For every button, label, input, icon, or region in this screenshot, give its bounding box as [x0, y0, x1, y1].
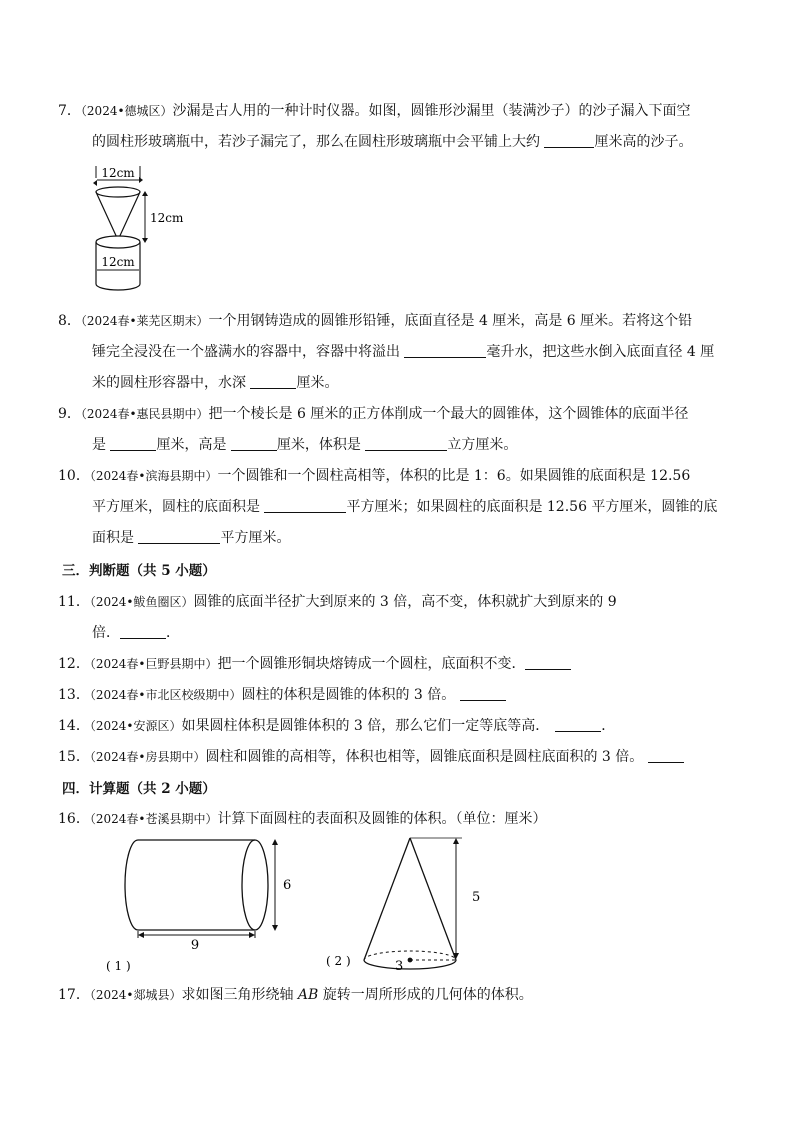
hourglass-figure: [88, 162, 198, 296]
q9-blank-height[interactable]: [231, 436, 277, 451]
q15-text: 圆柱和圆锥的高相等，体积也相等，圆锥底面积是圆柱底面积的 3 倍。: [205, 749, 648, 765]
q13-number: 13．: [58, 687, 90, 703]
q9-text2a: 是: [92, 437, 111, 453]
q11-line2: [92, 623, 180, 643]
q13-answer-blank[interactable]: [460, 686, 506, 701]
q7-text2a: 的圆柱形玻璃瓶中，若沙子漏完了，那么在圆柱形玻璃瓶中会平铺上大约: [92, 134, 545, 150]
q8-number: 8．: [58, 313, 81, 329]
q11-number: 11．: [58, 594, 90, 610]
cylinder-figure: [88, 832, 308, 980]
q8-blank-1[interactable]: [404, 343, 486, 358]
q7-line1: [58, 101, 691, 121]
q12-number: 12．: [58, 656, 90, 672]
q9-line1: [58, 404, 688, 424]
q9-blank-volume[interactable]: [365, 436, 447, 451]
q10-text2a: 平方厘米，圆柱的底面积是: [92, 499, 265, 515]
q7-text2b: 厘米高的沙子。: [594, 134, 693, 150]
q8-text1: 一个用钢铸造成的圆锥形铅锤，底面直径是 4 厘米，高是 6 厘米。若将这个铅: [208, 313, 693, 329]
q16-text: 计算下面圆柱的表面积及圆锥的体积。（单位：厘米）: [217, 811, 547, 827]
q8-blank-2[interactable]: [250, 374, 296, 389]
q8-source: （2024春•莱芜区期末）: [80, 314, 209, 328]
q8-text3b: 厘米。: [296, 375, 339, 391]
q13-text: 圆柱的体积是圆锥的体积的 3 倍。: [241, 687, 460, 703]
q7-line2: [92, 132, 692, 152]
q14-line: [58, 716, 615, 736]
figure-1-label: ( 1 ): [106, 959, 131, 973]
q11-text1: 圆锥的底面半径扩大到原来的 3 倍，高不变，体积就扩大到原来的 9: [193, 594, 617, 610]
q8-text2a: 锤完全浸没在一个盛满水的容器中，容器中将溢出: [92, 344, 405, 360]
q10-line1: [58, 466, 690, 486]
q15-source: （2024春•房县期中）: [89, 750, 206, 764]
q13-source: （2024春•市北区校级期中）: [89, 688, 242, 702]
q14-number: 14．: [58, 718, 90, 734]
q12-line: [58, 654, 571, 674]
q11-answer-blank[interactable]: [120, 624, 166, 639]
q10-blank-2[interactable]: [138, 529, 220, 544]
cone-figure: [322, 832, 492, 980]
q14-source: （2024•安源区）: [89, 719, 182, 733]
q17-source: （2024•郯城县）: [89, 988, 182, 1002]
q15-line: [58, 747, 684, 767]
q8-line2: [92, 342, 714, 362]
q8-text3a: 米的圆柱形容器中，水深: [92, 375, 251, 391]
q17-number: 17．: [58, 987, 90, 1003]
q7-source: （2024•德城区）: [80, 104, 173, 118]
figure-2-label: ( 2 ): [326, 954, 351, 968]
q11-text2b: ．: [166, 625, 180, 641]
q9-source: （2024春•惠民县期中）: [80, 407, 209, 421]
q11-source: （2024•鲅鱼圈区）: [89, 595, 194, 609]
q9-text2d: 立方厘米。: [447, 437, 518, 453]
q17-text-b: 旋转一周所形成的几何体的体积。: [318, 987, 533, 1003]
q9-text1: 把一个棱长是 6 厘米的正方体削成一个最大的圆锥体，这个圆锥体的底面半径: [208, 406, 689, 422]
q8-line1: [58, 311, 692, 331]
q10-text3a: 面积是: [92, 530, 139, 546]
q14-text: 如果圆柱体积是圆锥体积的 3 倍，那么它们一定等底等高．: [181, 718, 550, 734]
cylinder-length-label: 9: [190, 938, 200, 953]
q9-text2b: 厘米，高是: [156, 437, 231, 453]
section-3-heading: 三．判断题（共 5 小题）: [62, 563, 216, 579]
q10-line2: [92, 497, 717, 517]
q12-answer-blank[interactable]: [525, 655, 571, 670]
q16-number: 16．: [58, 811, 90, 827]
q9-number: 9．: [58, 406, 81, 422]
q17-text-a: 求如图三角形绕轴: [181, 987, 298, 1003]
q13-line: [58, 685, 506, 705]
cone-radius-label: 3: [395, 959, 404, 974]
hourglass-bottom-label: 12cm: [101, 255, 135, 269]
q16-line: [58, 809, 546, 829]
q7-answer-blank[interactable]: [544, 133, 594, 148]
q10-line3: [92, 528, 290, 548]
q14-answer-blank[interactable]: [555, 717, 601, 732]
q9-text2c: 厘米，体积是: [276, 437, 366, 453]
q10-source: （2024春•滨海县期中）: [89, 469, 218, 483]
q7-number: 7．: [58, 103, 81, 119]
q11-text2a: 倍．: [92, 625, 120, 641]
q10-blank-1[interactable]: [264, 498, 346, 513]
q8-text2b: 毫升水，把这些水倒入底面直径 4 厘: [486, 344, 715, 360]
q11-line1: [58, 592, 617, 612]
q12-text: 把一个圆锥形铜块熔铸成一个圆柱，底面积不变．: [217, 656, 526, 672]
q12-source: （2024春•巨野县期中）: [89, 657, 218, 671]
q15-number: 15．: [58, 749, 90, 765]
q17-axis: AB: [297, 987, 319, 1003]
q8-line3: [92, 373, 338, 393]
cylinder-diameter-label: 6: [283, 878, 292, 893]
q16-source: （2024春•苍溪县期中）: [89, 812, 218, 826]
q10-text3b: 平方厘米。: [220, 530, 291, 546]
q17-line: [58, 985, 533, 1005]
hourglass-top-label: 12cm: [101, 166, 135, 180]
q7-text1: 沙漏是古人用的一种计时仪器。如图，圆锥形沙漏里（装满沙子）的沙子漏入下面空: [172, 103, 691, 119]
q10-number: 10．: [58, 468, 90, 484]
q10-text1: 一个圆锥和一个圆柱高相等，体积的比是 1：6。如果圆锥的底面积是 12.56: [217, 468, 691, 484]
q15-answer-blank[interactable]: [648, 748, 684, 763]
q10-text2b: 平方厘米；如果圆柱的底面积是 12.56 平方厘米，圆锥的底: [346, 499, 718, 515]
q9-blank-radius[interactable]: [110, 436, 156, 451]
hourglass-height-label: 12cm: [150, 211, 184, 225]
q9-line2: [92, 435, 517, 455]
cone-height-label: 5: [472, 890, 481, 905]
q14-end: ．: [601, 718, 616, 734]
section-4-heading: 四．计算题（共 2 小题）: [62, 781, 216, 797]
